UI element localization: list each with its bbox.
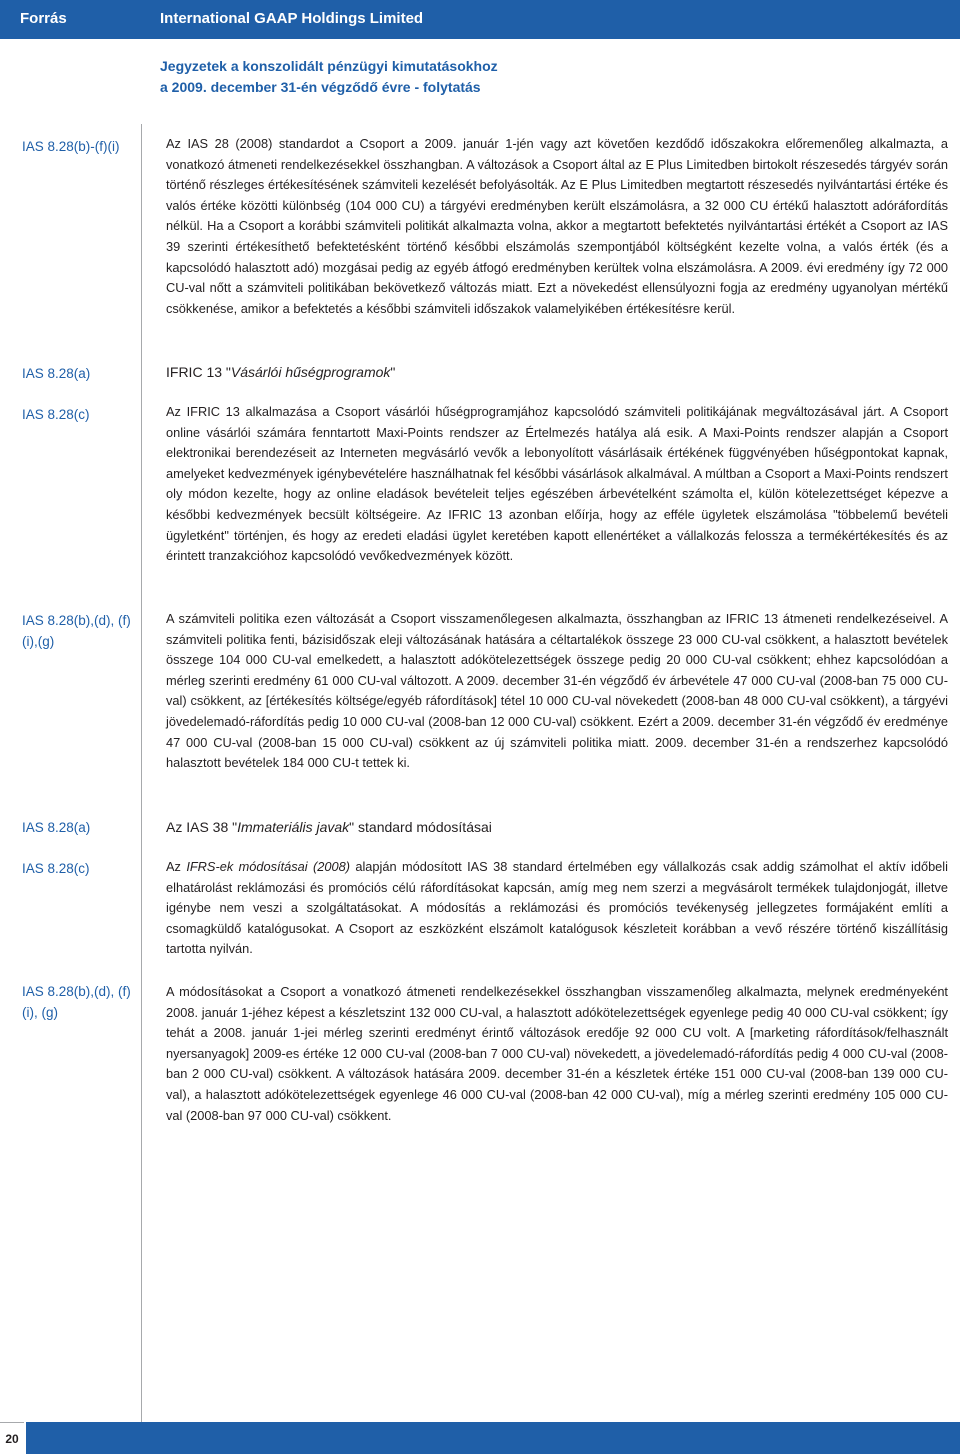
company-name: International GAAP Holdings Limited (160, 10, 424, 27)
paragraph-text: alapján módosított IAS 38 standard értelmében egy vállalkozás csak addig számolhat el aktív időbeli elhatárolást reklámozási és promóciós célú ráfordításokat kapcsán, amíg meg nem szerzi a megvásárolt termékek tulajdonjogát, illetve igénybe nem veszi a szolgáltatásokat. A módosítás a reklámozási és promóciós tevékenység jellegzetes formájaként említi a csomagküldő katalógusokat. A Csoport az eszközként elszámolt katalógusok készleteit korábban a vevő részére történő kiszállításig tartotta nyilván. (166, 859, 948, 957)
paragraph-text: Az (166, 859, 187, 874)
page-number: 20 (0, 1422, 24, 1455)
reference-label: IAS 8.28(b),(d), (f) (i), (g) (22, 984, 131, 1020)
footer-bar (0, 1422, 960, 1454)
reference-label: IAS 8.28(c) (22, 861, 90, 876)
paragraph-ias28: Az IAS 28 (2008) standardot a Csoport a 2009. január 1-jén vagy azt követően kezdődő időszakokra előremenőleg alkalmazta, a vonatkozó átmeneti rendelkezésekkel összhangban. A változások a Csoport által az E Plus Limitedben birtokolt részesedés tárgyév során történő részleges értékesítésének számviteli kezelését befolyásolták. Az E Plus Limitedben megtartott részesedés nyilvántartási értéke és valós értéke közötti különbség (104 000 CU) a tárgyévi eredményben került elszámolásra, a 32 000 CU értékű halasztott adóráfordítás nélkül. Ha a Csoport a korábbi számviteli politikát alkalmazta volna, akkor a megtartott befektetés nyilvántartási értékét a Csoport az IAS 39 szerinti értékesíthető befektetésként történő későbbi elszámolás szempontjából költségként kezelte volna, a valós érték (és a kapcsolódó halasztott adó) mozgásai pedig az egyéb átfogó eredményben kerültek volna elszámolásra. A 2009. évi eredmény így 72 000 CU-val nőtt a számviteli politikában bekövetkező változás miatt. Ezt a növekedést ellensúlyozni fogja az eredmény ugyanolyan mértékű csökkenése, amikor a befektetés a későbbi számviteli időszakok valamelyikében értékesítésre kerül. (166, 136, 948, 316)
subtitle-line-2: a 2009. december 31-én végződő évre - folytatás (160, 79, 481, 95)
heading-ias38 (166, 817, 948, 837)
page-subtitle (160, 56, 680, 98)
reference-label: IAS 8.28(c) (22, 407, 90, 422)
heading-italic-text: Immateriális javak (237, 819, 350, 835)
subtitle-line-1: Jegyzetek a konszolidált pénzügyi kimutatásokhoz (160, 58, 498, 74)
heading-text: Az IAS 38 " (166, 819, 238, 835)
heading-text: IFRIC 13 " (166, 364, 231, 380)
source-label: Forrás (20, 10, 67, 27)
footer-band (26, 1422, 960, 1454)
header-bar (0, 0, 960, 39)
paragraph-italic-text: IFRS-ek módosításai (2008) (186, 859, 350, 874)
column-divider (141, 124, 142, 1422)
reference-label: IAS 8.28(a) (22, 366, 91, 381)
reference-label: IAS 8.28(a) (22, 820, 91, 835)
heading-text: " standard módosításai (349, 819, 492, 835)
heading-text: " (390, 364, 396, 380)
reference-label: IAS 8.28(b),(d), (f) (i),(g) (22, 613, 131, 649)
paragraph-ias38-effects: A módosításokat a Csoport a vonatkozó átmeneti rendelkezésekkel összhangban visszamenőleg alkalmazta, melynek eredményeként 2008. január 1-jéhez képest a készletszint 132 000 CU-val, a halasztott adókötelezettségek egyenlege pedig 40 000 CU-val csökkent; így tehát a 2008. január 1-jei mérleg szerinti eredményt érintő változások eredője 92 000 CU volt. A [marketing ráfordítások/felhasznált nyersanyagok] 2009-es értéke 12 000 CU-val (2008-ban 7 000 CU-val) növekedett, a jövedelemadó-ráfordítás pedig 4 000 CU-val (2008-ban 2 000 CU-val) csökkent. A változások hatására 2009. december 31-én a készletek értéke 151 000 CU-val (2008-ban 139 000 CU-val), a halasztott adókötelezettségek egyenlege 46 000 CU-val (2008-ban 42 000 CU-val), míg a mérleg szerinti eredmény 105 000 CU-val (2008-ban 97 000 CU-val) csökkent. (166, 984, 948, 1123)
reference-label: IAS 8.28(b)-(f)(i) (22, 139, 120, 154)
heading-italic-text: Vásárlói hűségprogramok (230, 364, 391, 380)
paragraph-ifric13-effects: A számviteli politika ezen változását a Csoport visszamenőlegesen alkalmazta, összhangban az IFRIC 13 átmeneti rendelkezéseivel. A számviteli politika fenti, bázisidőszak eleji változásának hatására a céltartalékok összege 23 000 CU-val csökkent, a halasztott bevételek összege 104 000 CU-val emelkedett, a halasztott adókötelezettségek összege pedig 20 000 CU-val csökkent; ehhez kapcsolódóan a mérleg szerinti eredmény 61 000 CU-val változott. A 2009. december 31-én végződő év árbevétele 47 000 CU-val (2008-ban 75 000 CU-val) csökkent, az [értékesítés költsége/egyéb ráfordítások] tétel 10 000 CU-val növekedett (2008-ban 48 000 CU-val csökkent), a tárgyévi jövedelemadó-ráfordítás pedig 10 000 CU-val (2008-ban 12 000 CU-val) csökkent. Ezért a 2009. december 31-én végződő év eredménye 47 000 CU-val (2008-ban 15 000 CU-val) csökkent az új számviteli politika miatt. 2009. december 31-én a rendszerhez kapcsolódó halasztott bevételek 184 000 CU-t tettek ki. (166, 611, 948, 771)
paragraph-ifric13: Az IFRIC 13 alkalmazása a Csoport vásárlói hűségprogramjához kapcsolódó számviteli politikájának megváltozásával járt. A Csoport online vásárlói számára fenntartott Maxi-Points rendszer az Értelmezés hatálya alá esik. A Maxi-Points rendszer alapján a Csoport elektronikai berendezéseit az Interneten megvásárló vevők a lebonyolított vásárlásaik értékének függvényében hűségpontokat kapnak, amelyeket kedvezmények igénybevételére használhatnak fel későbbi vásárlások alkalmával. A múltban a Csoport a Maxi-Points rendszert oly módon kezelte, hogy az online eladások bevételeit teljes egészében árbevételként számolta el, külön kötelezettséget képezve a későbbi kedvezmények becsült költségeire. Az IFRIC 13 azonban előírja, hogy az efféle ügyletek elszámolása "többelemű bevételi ügyletként" történjen, és hogy az eredeti eladási ügylet keretében kapott ellenértéket a vállalkozás felossza a termékértékesítés és az érintett tranzakcióhoz kapcsolódó vevőkedvezmények között. (166, 404, 948, 564)
paragraph-ias38 (166, 857, 948, 960)
heading-ifric13 (166, 362, 948, 382)
